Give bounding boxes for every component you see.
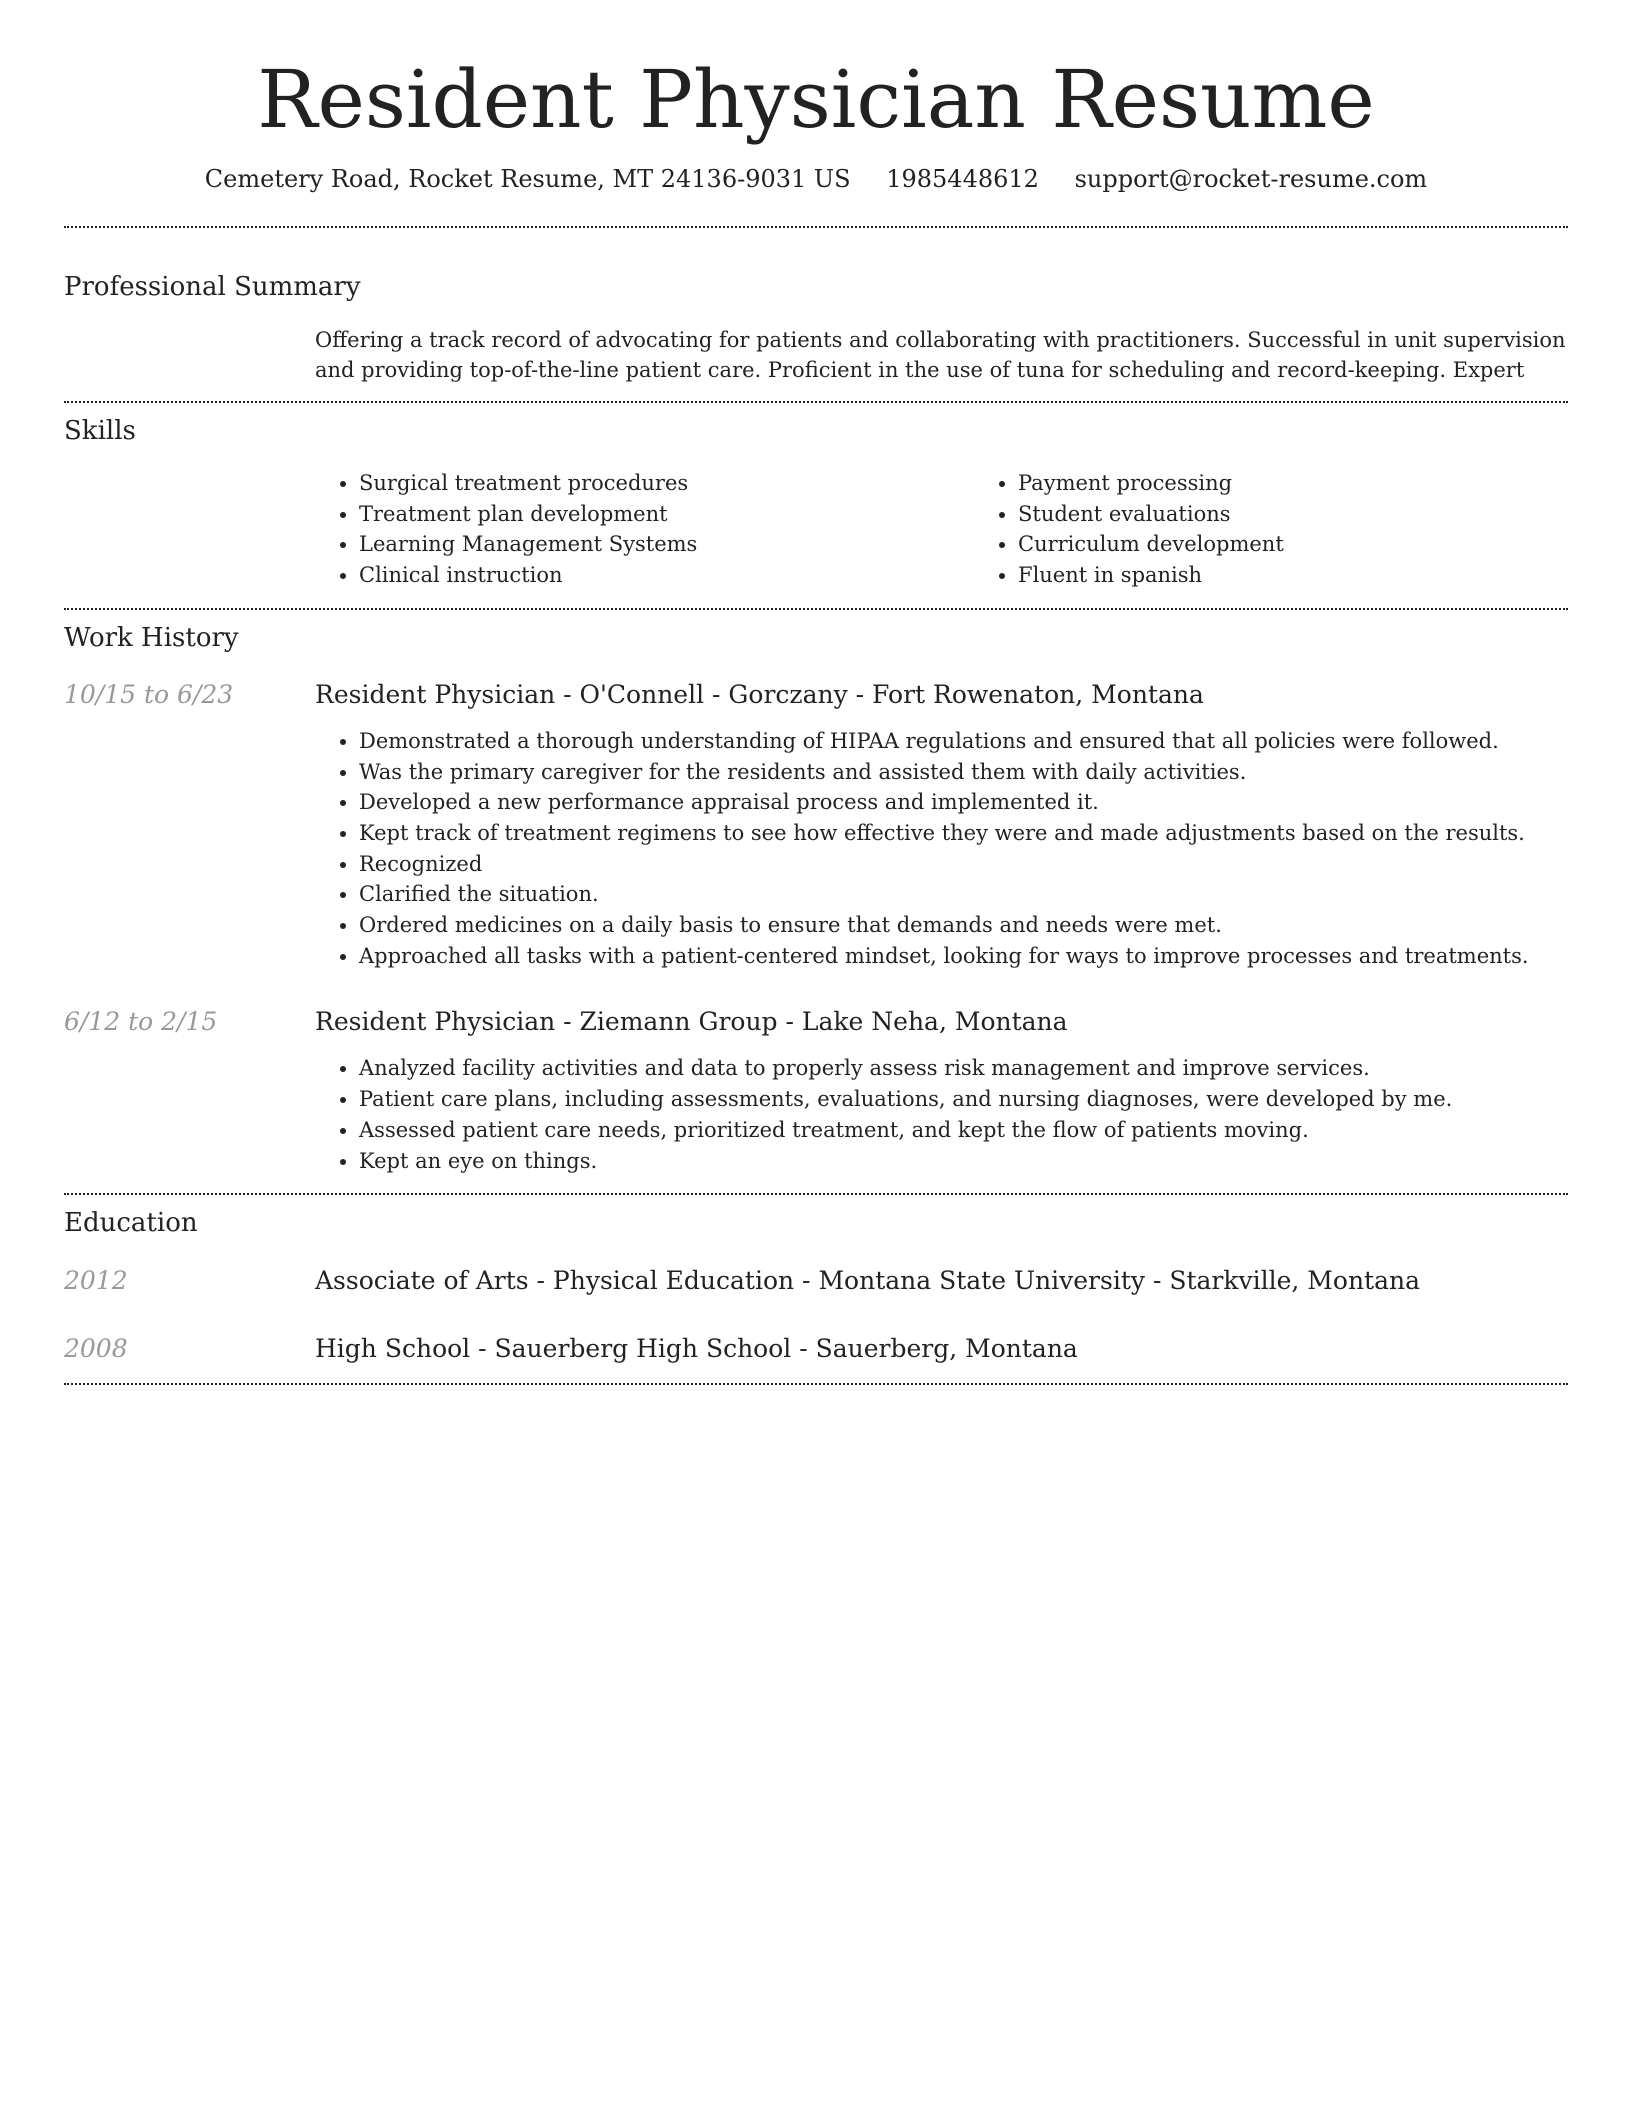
skill-item: • Payment processing <box>1018 468 1632 499</box>
job-title: Resident Physician - O'Connell - Gorczany - Fort Rowenaton, Montana <box>315 679 1204 709</box>
summary-text: Offering a track record of advocating for patients and collaborating with practitioners. Successful in unit supervision and providing top-of-the-line patient care. Proficient in the use of tuna for scheduling and record-keeping. Expert <box>315 328 1566 382</box>
contact-phone: 1985448612 <box>886 165 1039 193</box>
job-dates: 10/15 to 6/23 <box>64 679 234 709</box>
job-bullet: • Clarified the situation. <box>359 879 1568 910</box>
skill-item: • Learning Management Systems <box>359 529 974 560</box>
skill-item: • Treatment plan development <box>359 499 974 530</box>
resume-title: Resident Physician Resume <box>257 53 1375 146</box>
divider <box>64 1383 1568 1385</box>
contact-email: support@rocket-resume.com <box>1074 165 1428 193</box>
job-entry <box>64 1005 1568 1176</box>
skills-section <box>64 403 1568 591</box>
job-bullet: • Patient care plans, including assessments, evaluations, and nursing diagnoses, were developed by me. <box>359 1084 1568 1115</box>
skills-list-left <box>315 468 974 591</box>
section-title-summary: Professional Summary <box>64 272 361 302</box>
job-bullet: • Demonstrated a thorough understanding of HIPAA regulations and ensured that all policies were followed. <box>359 726 1568 757</box>
job-bullet: • Approached all tasks with a patient-centered mindset, looking for ways to improve processes and treatments. <box>359 941 1568 972</box>
skill-item: • Student evaluations <box>1018 499 1632 530</box>
job-bullets <box>315 726 1568 972</box>
work-section <box>64 610 1568 1176</box>
resume-page <box>64 0 1568 1385</box>
skill-item: • Fluent in spanish <box>1018 560 1632 591</box>
education-title: Associate of Arts - Physical Education - Montana State University - Starkville, Montana <box>315 1266 1421 1296</box>
section-title-skills: Skills <box>64 416 136 446</box>
education-title: High School - Sauerberg High School - Sauerberg, Montana <box>315 1334 1078 1364</box>
education-entry <box>64 1332 1568 1366</box>
education-year: 2012 <box>64 1266 128 1296</box>
job-bullet: • Recognized <box>359 849 1568 880</box>
job-bullet: • Assessed patient care needs, prioritized treatment, and kept the flow of patients moving. <box>359 1115 1568 1146</box>
education-year: 2008 <box>64 1334 128 1364</box>
contact-address: Cemetery Road, Rocket Resume, MT 24136-9031 US <box>204 165 851 193</box>
contact-line <box>64 162 1568 196</box>
job-dates: 6/12 to 2/15 <box>64 1007 218 1037</box>
education-section <box>64 1195 1568 1366</box>
skills-list-right <box>974 468 1632 591</box>
job-bullet: • Was the primary caregiver for the residents and assisted them with daily activities. <box>359 757 1568 788</box>
skill-item: • Clinical instruction <box>359 560 974 591</box>
skill-item: • Curriculum development <box>1018 529 1632 560</box>
job-entry <box>64 678 1568 972</box>
skill-item: • Surgical treatment procedures <box>359 468 974 499</box>
section-title-work: Work History <box>64 622 239 653</box>
summary-section <box>64 228 1568 385</box>
job-bullet: • Analyzed facility activities and data to properly assess risk management and improve services. <box>359 1053 1568 1084</box>
job-bullets <box>315 1053 1568 1176</box>
education-entry <box>64 1264 1568 1298</box>
job-bullet: • Developed a new performance appraisal process and implemented it. <box>359 787 1568 818</box>
job-title: Resident Physician - Ziemann Group - Lake Neha, Montana <box>315 1007 1068 1037</box>
job-bullet: • Ordered medicines on a daily basis to ensure that demands and needs were met. <box>359 910 1568 941</box>
job-bullet: • Kept an eye on things. <box>359 1146 1568 1177</box>
section-title-education: Education <box>64 1208 198 1239</box>
job-bullet: • Kept track of treatment regimens to see how effective they were and made adjustments based on the results. <box>359 818 1568 849</box>
